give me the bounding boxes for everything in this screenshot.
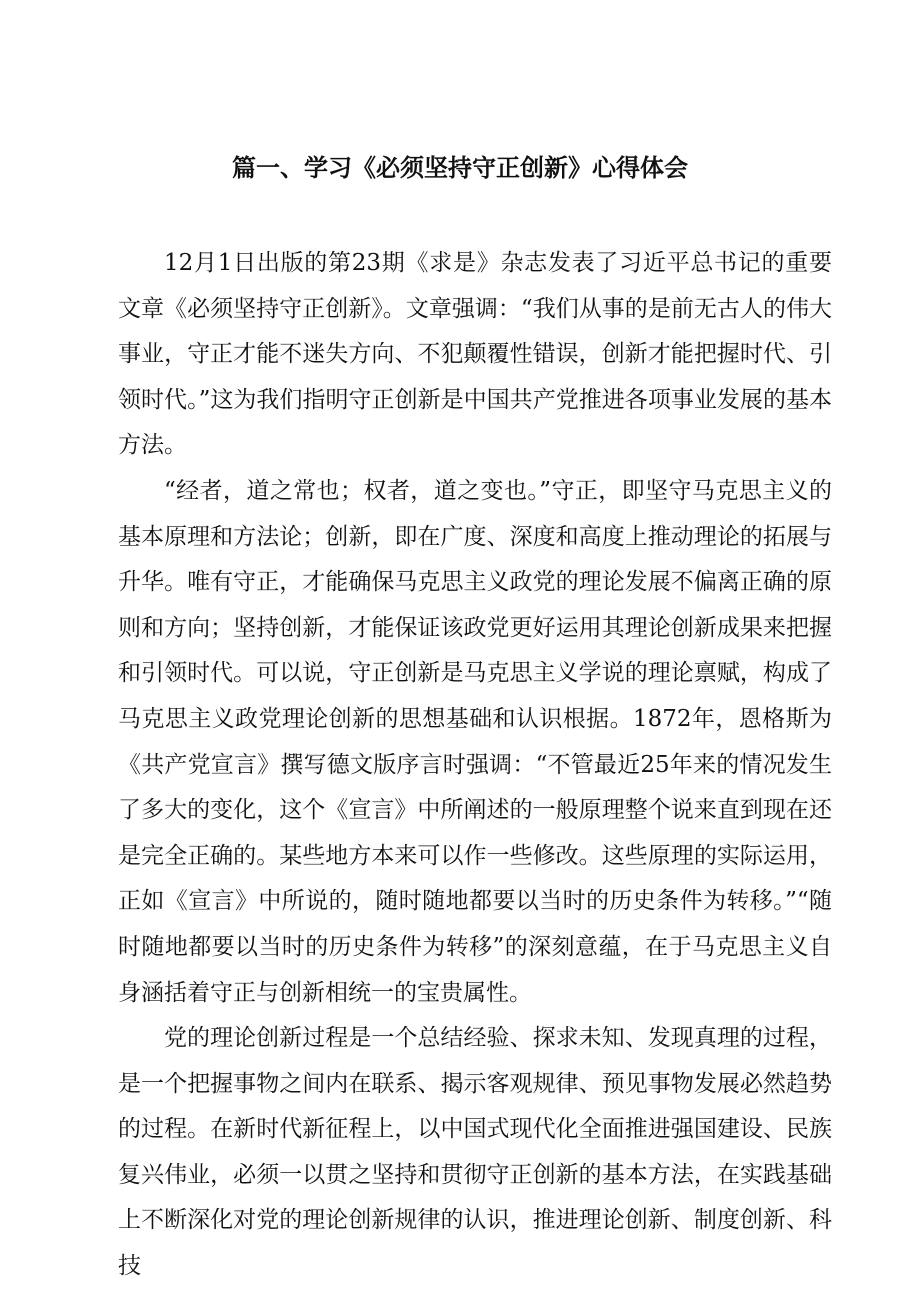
- paragraph-3: 党的理论创新过程是一个总结经验、探求未知、发现真理的过程，是一个把握事物之间内在联系、揭示客观规律、预见事物发展必然趋势的过程。在新时代新征程上，以中国式现代化全面推进强国建设、民族复兴伟业，必须一以贯之坚持和贯彻守正创新的基本方法，在实践基础上不断深化对党的理论创新规律的认识，推进理论创新、制度创新、科技: [118, 1025, 832, 1280]
- paragraph-2: “经者，道之常也；权者，道之变也。”守正，即坚守马克思主义的基本原理和方法论；创新，即在广度、深度和高度上推动理论的拓展与升华。唯有守正，才能确保马克思主义政党的理论发展不偏离正确的原则和方向；坚持创新，才能保证该政党更好运用其理论创新成果来把握和引领时代。可以说，守正创新是马克思主义学说的理论禀赋，构成了马克思主义政党理论创新的思想基础和认识根据。1872年，恩格斯为《共产党宣言》撰写德文版序言时强调：“不管最近25年来的情况发生了多大的变化，这个《宣言》中所阐述的一般原理整个说来直到现在还是完全正确的。某些地方本来可以作一些修改。这些原理的实际运用，正如《宣言》中所说的，随时随地都要以当时的历史条件为转移。”“随时随地都要以当时的历史条件为转移”的深刻意蕴，在于马克思主义自身涵括着守正与创新相统一的宝贵属性。: [118, 477, 832, 1006]
- document-title: 篇一、学习《必须坚持守正创新》心得体会: [232, 154, 688, 182]
- document-body: [118, 241, 832, 1290]
- paragraph-1: 12月1日出版的第23期《求是》杂志发表了习近平总书记的重要文章《必须坚持守正创新》。文章强调：“我们从事的是前无古人的伟大事业，守正才能不迷失方向、不犯颠覆性错误，创新才能把握时代、引领时代。”这为我们指明守正创新是中国共产党推进各项事业发展的基本方法。: [118, 250, 832, 459]
